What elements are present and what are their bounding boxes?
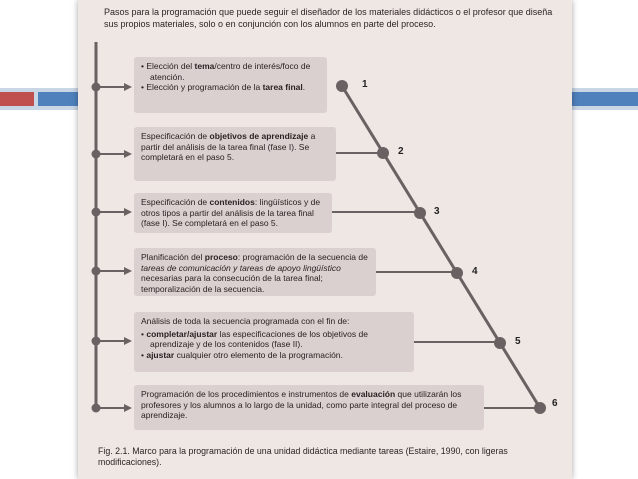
step-5-bullet-1: • completar/ajustar las especificaciones de los objetivos de aprendizaje y de los contenidos (fase II).: [141, 328, 368, 350]
step-number-2: 2: [398, 146, 404, 157]
scanned-page: [78, 0, 572, 479]
diagonal-dot-2: [377, 147, 389, 159]
diagonal-dot-3: [414, 207, 426, 219]
diagonal-dot-5: [494, 337, 506, 349]
arrow-4: [124, 267, 132, 275]
spine-dot-1: [92, 83, 101, 92]
spine-dot-3: [92, 208, 101, 217]
step-5-box: [134, 312, 414, 372]
figure-caption: Fig. 2.1. Marco para la programación de una unidad didáctica mediante tareas (Estaire, 1990, con ligeras modificaciones).: [98, 446, 508, 467]
arrow-2: [124, 150, 132, 158]
spine-dot-2: [92, 150, 101, 159]
diagonal-dot-1: [336, 80, 348, 92]
step-4-box: Planificación del proceso: programación de la secuencia de tareas de comunicación y tareas de apoyo lingüístico necesarias para la consecución de la tarea final; temporalización de la secuencia.: [134, 248, 376, 296]
spine-dot-6: [92, 404, 101, 413]
step-1-bullet-2: • Elección y programación de la tarea final.: [141, 82, 306, 93]
spine-dot-5: [92, 337, 101, 346]
accent-bar-blue-right: [568, 92, 638, 106]
diagonal-dot-6: [534, 402, 546, 414]
accent-bar-red: [0, 92, 34, 106]
arrow-6: [124, 404, 132, 412]
step-number-1: 1: [362, 79, 368, 90]
step-number-5: 5: [515, 336, 521, 347]
arrow-1: [124, 83, 132, 91]
accent-bar-blue-left: [38, 92, 78, 106]
diagram-heading: Pasos para la programación que puede seguir el diseñador de los materiales didácticos o el profesor que diseña sus propios materiales, solo o en conjunción con los alumnos en parte del proceso.: [104, 7, 553, 29]
step-1-bullet-1: • Elección del tema/centro de interés/foco de atención.: [141, 61, 311, 82]
step-3-box: Especificación de contenidos: lingüísticos y de otros tipos a partir del análisis de la tarea final (fase I). Se completará en el paso 5.: [134, 193, 332, 233]
arrow-5: [124, 337, 132, 345]
step-number-4: 4: [472, 266, 478, 277]
step-5-intro: Análisis de toda la secuencia programada con el fin de:: [141, 316, 350, 326]
step-6-box: Programación de los procedimientos e instrumentos de evaluación que utilizarán los profesores y los alumnos a lo largo de la unidad, como parte integral del proceso de aprendizaje.: [134, 385, 484, 430]
step-2-box: Especificación de objetivos de aprendizaje a partir del análisis de la tarea final (fase I). Se completará en el paso 5.: [134, 127, 336, 181]
step-number-6: 6: [552, 398, 558, 409]
step-5-bullet-2: • ajustar cualquier otro elemento de la programación.: [141, 349, 343, 360]
arrow-3: [124, 208, 132, 216]
step-number-3: 3: [434, 206, 440, 217]
spine-dot-4: [92, 267, 101, 276]
diagonal-dot-4: [451, 267, 463, 279]
step-1-box: [134, 57, 327, 113]
